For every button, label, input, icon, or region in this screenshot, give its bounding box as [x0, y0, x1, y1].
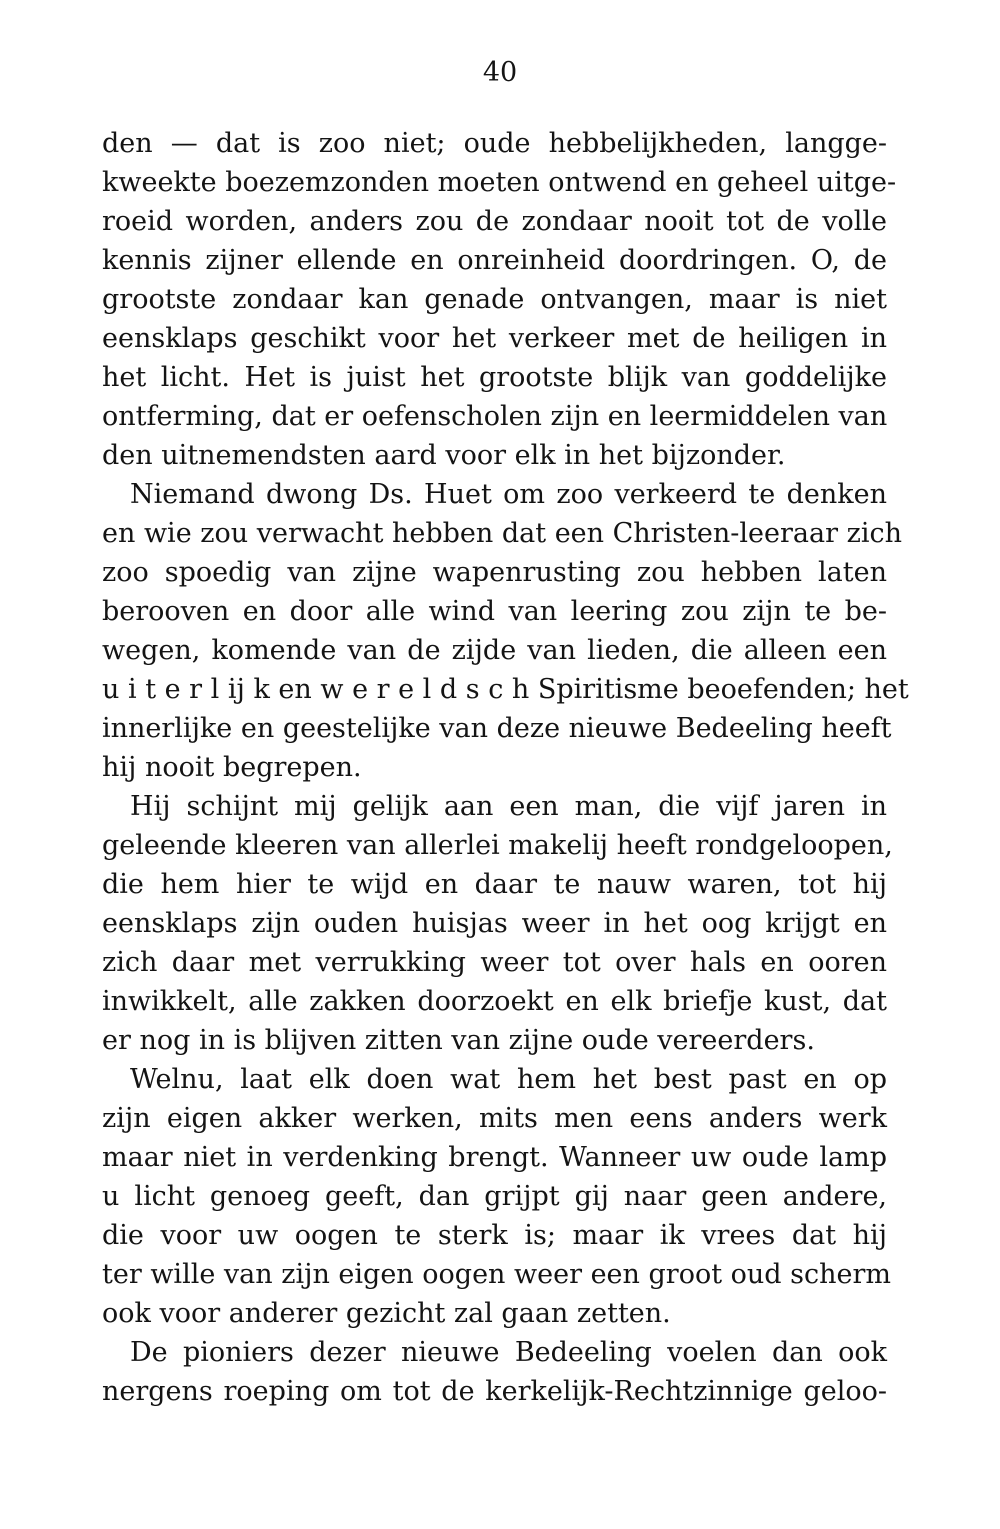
- paragraph-start-line: Hij schijnt mij gelijk aan een man, die vijf jaren in: [130, 791, 887, 822]
- text-line: hij nooit begrepen.: [102, 752, 362, 783]
- paragraph-start-line: Niemand dwong Ds. Huet om zoo verkeerd te denken: [130, 479, 887, 510]
- text-line: den uitnemendsten aard voor elk in het bijzonder.: [102, 440, 786, 471]
- text-line: het licht. Het is juist het grootste blijk van goddelijke: [102, 362, 887, 393]
- text-line: en wie zou verwacht hebben dat een Christen-leeraar zich: [102, 518, 902, 549]
- text-line: ter wille van zijn eigen oogen weer een groot oud scherm: [102, 1259, 891, 1290]
- text-line: die voor uw oogen te sterk is; maar ik vrees dat hij: [102, 1220, 887, 1251]
- text-line: kweekte boezemzonden moeten ontwend en geheel uitge-: [102, 167, 897, 198]
- text-line: grootste zondaar kan genade ontvangen, maar is niet: [102, 284, 887, 315]
- text-line: geleende kleeren van allerlei makelij heeft rondgeloopen,: [102, 830, 893, 861]
- text-line: inwikkelt, alle zakken doorzoekt en elk briefje kust, dat: [102, 986, 887, 1017]
- text-line: wegen, komende van de zijde van lieden, die alleen een: [102, 635, 887, 666]
- text-line: den — dat is zoo niet; oude hebbelijkheden, langge-: [102, 128, 887, 159]
- text-line: roeid worden, anders zou de zondaar nooit tot de volle: [102, 206, 887, 237]
- text-line: ook voor anderer gezicht zal gaan zetten.: [102, 1298, 671, 1329]
- text-line: zich daar met verrukking weer tot over hals en ooren: [102, 947, 887, 978]
- paragraph-start-line: De pioniers dezer nieuwe Bedeeling voelen dan ook: [130, 1337, 887, 1368]
- text-line: innerlijke en geestelijke van deze nieuwe Bedeeling heeft: [102, 713, 892, 744]
- text-line: maar niet in verdenking brengt. Wanneer uw oude lamp: [102, 1142, 887, 1173]
- text-line: die hem hier te wijd en daar te nauw waren, tot hij: [102, 869, 887, 900]
- text-line: er nog in is blijven zitten van zijne oude vereerders.: [102, 1025, 815, 1056]
- text-line: u licht genoeg geeft, dan grijpt gij naar geen andere,: [102, 1181, 887, 1212]
- paragraph-start-line: Welnu, laat elk doen wat hem het best past en op: [130, 1064, 887, 1095]
- text-line: eensklaps zijn ouden huisjas weer in het oog krijgt en: [102, 908, 887, 939]
- text-line: ontferming, dat er oefenscholen zijn en leermiddelen van: [102, 401, 888, 432]
- text-line: kennis zijner ellende en onreinheid doordringen. O, de: [102, 245, 887, 276]
- text-line: berooven en door alle wind van leering zou zijn te be-: [102, 596, 887, 627]
- body-text: [102, 124, 909, 1411]
- page-number: 40: [482, 57, 518, 88]
- text-line: eensklaps geschikt voor het verkeer met de heiligen in: [102, 323, 887, 354]
- text-line: nergens roeping om tot de kerkelijk-Rechtzinnige geloo-: [102, 1376, 887, 1407]
- text-line: zijn eigen akker werken, mits men eens anders werk: [102, 1103, 887, 1134]
- text-line: u i t e r l ij k en w e r e l d s c h Spiritisme beoefenden; het: [102, 674, 909, 705]
- text-line: zoo spoedig van zijne wapenrusting zou hebben laten: [102, 557, 887, 588]
